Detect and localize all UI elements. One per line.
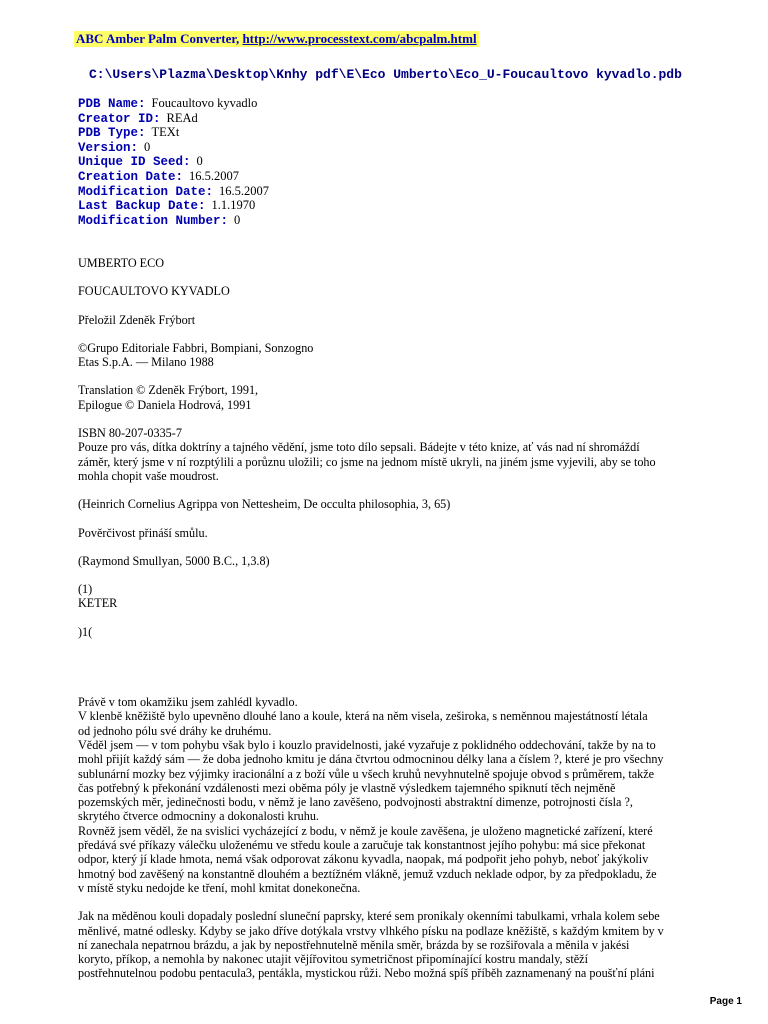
meta-key: PDB Name: (78, 97, 146, 111)
second-motto: Pověrčivost přináší smůlu. (78, 525, 208, 540)
meta-row (78, 213, 269, 228)
page-number: Page 1 (709, 996, 742, 1007)
book-title: FOUCAULTOVO KYVADLO (78, 284, 230, 299)
copyright-notice: ©Grupo Editoriale Fabbri, Bompiani, Sonzogno Etas S.p.A. — Milano 1988 (78, 340, 314, 370)
meta-row (78, 154, 269, 169)
body-paragraph: Jak na měděnou kouli dopadaly poslední sluneční paprsky, které sem pronikaly okenními tabulkami, vrhala kolem sebe měnlivé, matné odlesky. Kdyby se jako dříve dotýkala vrstvy vlhkého písku na podlaze kněžiště, s každým kmitem by v ní zanechala nepatrnou brázdu, a jak by nepostřehnutelně měnila směr, brázda by se rozšiřovala a měnila v jakési koryto, příkop, a nemohla by nakonec utajit vějířovitou symetričnost připomínající kostru mandaly, stěží postřehnutelnou podobu pentacula3, pentákla, mystickou růži. Nebo možná spíš příběh zaznamenaný na poušťní pláni (78, 909, 664, 981)
meta-key: Modification Date: (78, 184, 214, 199)
meta-key: Modification Number: (78, 213, 229, 228)
meta-value: 16.5.2007 (189, 168, 240, 183)
meta-value: 1.1.1970 (211, 198, 256, 213)
meta-key: PDB Type: (78, 126, 146, 141)
meta-key: Creation Date: (78, 169, 184, 184)
pdb-metadata (78, 96, 269, 227)
meta-key: Unique ID Seed: (78, 155, 191, 170)
second-motto-citation: (Raymond Smullyan, 5000 B.C., 1,3.8) (78, 553, 270, 568)
converter-link[interactable]: http://www.processtext.com/abcpalm.html (242, 31, 477, 46)
meta-value: 0 (234, 212, 241, 227)
meta-row (78, 140, 269, 155)
meta-row (78, 125, 269, 140)
meta-key: Version: (78, 140, 139, 155)
meta-value: 0 (196, 154, 203, 169)
meta-key: Creator ID: (78, 111, 161, 126)
meta-value: TEXt (151, 125, 180, 140)
isbn-and-motto: ISBN 80-207-0335-7 Pouze pro vás, dítka doktríny a tajného vědění, jsme toto dílo sepsali. Bádejte v této knize, ať vás nad ní shromáždí záměr, který jsme v ní rozptýlili a porůznu uložili; co jsme na jednom místě ukryli, na jiném jsme vyjevili, aby se toho mohla chopit vaše moudrost. (78, 426, 656, 483)
meta-value: 0 (144, 139, 151, 154)
meta-value: 16.5.2007 (219, 183, 270, 198)
translator-credit: Přeložil Zdeněk Frýbort (78, 312, 196, 327)
file-path: C:\Users\Plazma\Desktop\Knhy pdf\E\Eco Umberto\Eco_U-Foucaultovo kyvadlo.pdb (89, 67, 682, 82)
section-mark: )1( (78, 624, 93, 639)
document-body (78, 256, 696, 981)
meta-row (78, 96, 269, 111)
translation-notice: Translation © Zdeněk Frýbort, 1991, Epilogue © Daniela Hodrová, 1991 (78, 383, 259, 412)
meta-value: REAd (166, 110, 198, 125)
banner-text: ABC Amber Palm Converter, (76, 31, 243, 46)
motto-citation: (Heinrich Cornelius Agrippa von Nettesheim, De occulta philosophia, 3, 65) (78, 497, 451, 512)
meta-row (78, 184, 269, 199)
meta-row (78, 169, 269, 184)
converter-banner (74, 31, 479, 47)
meta-row (78, 198, 269, 213)
body-paragraph: Právě v tom okamžiku jsem zahlédl kyvadlo. V klenbě kněžiště bylo upevněno dlouhé lano a koule, která na něm visela, zeširoka, s neměnnou majestátností létala od jednoho pólu své dráhy ke druhému. Věděl jsem — v tom pohybu však bylo i kouzlo pravidelnosti, jaké vyzařuje z poklidného oddechování, takže by na to mohl přijít každý sám — že doba jednoho kmitu je dána čtvrtou odmocninou délky lana a číslem ?, které je pro všechny sublunární mozky bez výjimky iracionální a z boží vůle u všech kruhů nevyhnutelně spojuje obvod s průměrem, takže čas potřebný k překonání vzdálenosti mezi oběma póly je vlastně výsledkem tajemného spiknutí těch nejměně pozemských měr, jedinečnosti bodu, v němž je lano zavěšeno, podvojnosti abstraktní dimenze, potrojnosti čísla ?, skrytého čtverce odmocniny a dokonalosti kruhu. Rovněž jsem věděl, že na svislici vycházející z bodu, v němž je koule zavěšena, je uloženo magnetické zařízení, které předává své příkazy válečku uloženému ve středu koule a zaručuje tak konstantnost jejího pohybu: má sice překonat odpor, který jí klade hmota, nemá však odporovat zákonu kyvadla, naopak, má podpořit jeho pohyb, neboť jakýkoliv hmotný bod zavěšený na konstantně dlouhém a beztížném vlákně, jemuž vzduch neklade odpor, by za předpokladu, že v místě styku nedojde ke tření, mohl kmitat donekonečna. (78, 695, 664, 895)
meta-row (78, 111, 269, 126)
meta-key: Last Backup Date: (78, 199, 206, 214)
author-name: UMBERTO ECO (78, 256, 165, 270)
chapter-heading: (1) KETER (78, 582, 118, 611)
meta-value: Foucaultovo kyvadlo (151, 96, 258, 110)
